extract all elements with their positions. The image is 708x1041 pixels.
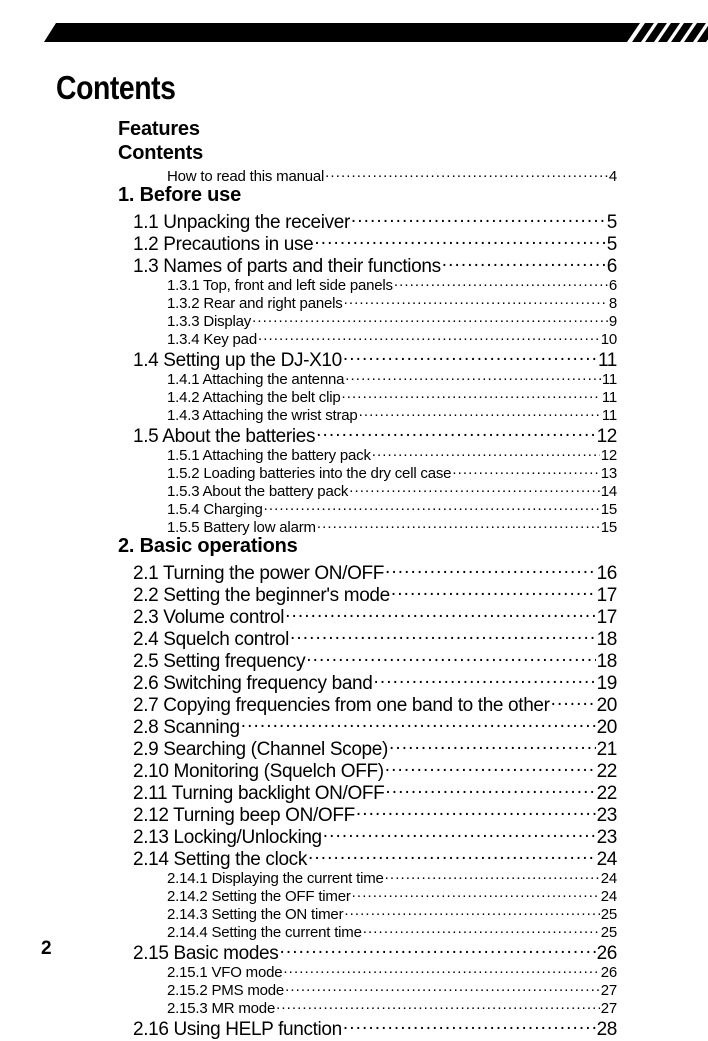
toc-dot-leader: [352, 886, 600, 901]
toc-dot-leader: [252, 311, 608, 326]
toc-entry[interactable]: [0, 184, 708, 209]
toc-entry-label: 2.14.4 Setting the current time: [167, 924, 362, 941]
toc-dot-leader: [349, 481, 600, 496]
toc-entry-page-number: 10: [600, 331, 617, 348]
toc-entry[interactable]: [0, 962, 708, 980]
toc-entry-page-number: 22: [596, 761, 617, 782]
toc-entry-label: 1.3 Names of parts and their functions: [133, 256, 441, 277]
toc-entry[interactable]: [0, 922, 708, 940]
toc-entry-page-number: 6: [606, 256, 617, 277]
toc-entry-label: 1.5.3 About the battery pack: [167, 483, 349, 500]
toc-entry-label: 1.4 Setting up the DJ-X10: [133, 350, 342, 371]
toc-entry[interactable]: [0, 118, 708, 142]
toc-entry-page-number: 28: [596, 1019, 617, 1040]
toc-entry-label: 2.14.3 Setting the ON timer: [167, 906, 344, 923]
toc-entry[interactable]: [0, 714, 708, 736]
toc-entry-page-number: 13: [600, 465, 617, 482]
toc-entry-page-number: 24: [596, 849, 617, 870]
toc-entry-page-number: 21: [596, 739, 617, 760]
toc-entry-page-number: 11: [597, 350, 617, 371]
toc-dot-leader: [290, 626, 596, 645]
toc-dot-leader: [342, 387, 601, 402]
toc-entry-page-number: 25: [600, 906, 617, 923]
toc-entry-label: 2.10 Monitoring (Squelch OFF): [133, 761, 384, 782]
toc-entry[interactable]: [0, 904, 708, 922]
toc-dot-leader: [356, 802, 596, 821]
toc-entry-page-number: 24: [600, 888, 617, 905]
toc-entry-label: 2.14 Setting the clock: [133, 849, 307, 870]
toc-dot-leader: [276, 998, 600, 1013]
toc-entry-label: 1.5.2 Loading batteries into the dry cell case: [167, 465, 452, 482]
toc-entry-page-number: 14: [600, 483, 617, 500]
toc-dot-leader: [285, 980, 600, 995]
toc-entry-label: 2.6 Switching frequency band: [133, 673, 373, 694]
toc-entry-label: Contents: [118, 142, 204, 164]
toc-dot-leader: [385, 758, 596, 777]
toc-entry-page-number: 27: [600, 1000, 617, 1017]
toc-entry-label: 2.8 Scanning: [133, 717, 240, 738]
toc-dot-leader: [241, 714, 596, 733]
toc-entry-label: 1.4.2 Attaching the belt clip: [167, 389, 341, 406]
toc-entry-page-number: 22: [596, 783, 617, 804]
toc-entry[interactable]: [0, 604, 708, 626]
toc-entry-label: How to read this manual: [167, 168, 325, 185]
toc-dot-leader: [283, 962, 599, 977]
toc-entry[interactable]: [0, 275, 708, 293]
toc-entry-page-number: 18: [596, 629, 617, 650]
toc-entry-page-number: 25: [600, 924, 617, 941]
toc-dot-leader: [344, 904, 599, 919]
toc-entry[interactable]: [0, 758, 708, 780]
toc-dot-leader: [343, 347, 597, 366]
toc-dot-leader: [363, 922, 600, 937]
toc-entry-page-number: 5: [606, 234, 617, 255]
toc-entry-label: 2.16 Using HELP function: [133, 1019, 342, 1040]
toc-entry[interactable]: [0, 1016, 708, 1038]
toc-entry[interactable]: [0, 670, 708, 692]
header-slash-group: [632, 23, 708, 42]
toc-entry[interactable]: [0, 692, 708, 714]
toc-entry[interactable]: [0, 405, 708, 423]
toc-entry[interactable]: [0, 582, 708, 604]
toc-dot-leader: [316, 423, 595, 442]
toc-entry[interactable]: [0, 463, 708, 481]
toc-entry-label: 2.5 Setting frequency: [133, 651, 306, 672]
toc-entry-page-number: 15: [600, 519, 617, 536]
page-number-folio: 2: [41, 938, 52, 959]
toc-entry[interactable]: [0, 423, 708, 445]
toc-entry-label: 2.12 Turning beep ON/OFF: [133, 805, 355, 826]
toc-entry[interactable]: [0, 481, 708, 499]
toc-dot-leader: [344, 293, 608, 308]
toc-dot-leader: [389, 736, 596, 755]
toc-entry[interactable]: [0, 980, 708, 998]
table-of-contents: [0, 118, 708, 1038]
toc-entry[interactable]: [0, 626, 708, 648]
toc-entry-label: 1. Before use: [118, 184, 242, 206]
header-bar-svg: [0, 20, 708, 56]
toc-entry[interactable]: [0, 998, 708, 1016]
toc-entry[interactable]: [0, 329, 708, 347]
toc-entry-page-number: 19: [596, 673, 617, 694]
page-title: Contents: [56, 69, 176, 106]
toc-entry[interactable]: [0, 253, 708, 275]
toc-entry-page-number: 11: [601, 371, 617, 388]
toc-entry-label: 2.3 Volume control: [133, 607, 285, 628]
toc-entry-label: 1.3.3 Display: [167, 313, 252, 330]
toc-entry-label: 1.4.3 Attaching the wrist strap: [167, 407, 358, 424]
toc-entry-page-number: 24: [600, 870, 617, 887]
toc-entry-page-number: 26: [596, 943, 617, 964]
toc-entry-label: 2.15 Basic modes: [133, 943, 279, 964]
toc-dot-leader: [279, 940, 595, 959]
toc-entry[interactable]: [0, 940, 708, 962]
toc-dot-leader: [317, 517, 600, 532]
toc-dot-leader: [258, 329, 600, 344]
toc-entry-page-number: 18: [596, 651, 617, 672]
toc-entry[interactable]: [0, 846, 708, 868]
toc-entry[interactable]: [0, 802, 708, 824]
toc-dot-leader: [359, 405, 601, 420]
toc-entry-page-number: 20: [596, 695, 617, 716]
toc-entry-label: 2.7 Copying frequencies from one band to the other: [133, 695, 550, 716]
toc-entry-label: 2.14.1 Displaying the current time: [167, 870, 384, 887]
toc-entry[interactable]: [0, 535, 708, 560]
toc-entry-page-number: 8: [608, 295, 617, 312]
toc-dot-leader: [385, 868, 600, 883]
toc-entry[interactable]: [0, 868, 708, 886]
header-black-bar: [44, 23, 640, 42]
toc-dot-leader: [323, 824, 596, 843]
toc-entry-label: 1.1 Unpacking the receiver: [133, 212, 350, 233]
toc-entry[interactable]: [0, 648, 708, 670]
toc-dot-leader: [308, 846, 596, 865]
toc-entry-page-number: 12: [600, 447, 617, 464]
toc-entry-label: 2.15.2 PMS mode: [167, 982, 285, 999]
toc-entry-page-number: 15: [600, 501, 617, 518]
toc-entry[interactable]: [0, 517, 708, 535]
toc-dot-leader: [385, 780, 595, 799]
toc-entry-page-number: 5: [606, 212, 617, 233]
toc-entry[interactable]: [0, 886, 708, 904]
toc-entry[interactable]: [0, 166, 708, 184]
toc-entry-label: 1.5 About the batteries: [133, 426, 316, 447]
toc-dot-leader: [442, 253, 606, 272]
toc-entry-label: 2.14.2 Setting the OFF timer: [167, 888, 351, 905]
toc-dot-leader: [285, 604, 595, 623]
toc-entry-page-number: 11: [601, 389, 617, 406]
toc-entry-page-number: 4: [608, 168, 617, 185]
toc-entry[interactable]: [0, 209, 708, 231]
toc-entry-label: 2.9 Searching (Channel Scope): [133, 739, 388, 760]
toc-entry-page-number: 16: [596, 563, 617, 584]
toc-entry-label: 2.2 Setting the beginner's mode: [133, 585, 390, 606]
toc-entry-label: 2.11 Turning backlight ON/OFF: [133, 783, 385, 804]
toc-entry-label: Features: [118, 118, 200, 140]
toc-entry[interactable]: [0, 499, 708, 517]
toc-entry[interactable]: [0, 824, 708, 846]
toc-entry-page-number: 6: [608, 277, 617, 294]
toc-entry[interactable]: [0, 445, 708, 463]
header-decoration: [0, 20, 708, 56]
toc-entry-page-number: 11: [601, 407, 617, 424]
toc-entry-page-number: 17: [596, 585, 617, 606]
toc-entry[interactable]: [0, 293, 708, 311]
toc-dot-leader: [551, 692, 596, 711]
toc-entry[interactable]: [0, 142, 708, 166]
toc-dot-leader: [391, 582, 596, 601]
toc-entry[interactable]: [0, 736, 708, 758]
toc-entry[interactable]: [0, 311, 708, 329]
toc-dot-leader: [373, 670, 595, 689]
toc-entry-page-number: 17: [596, 607, 617, 628]
toc-entry-label: 1.3.1 Top, front and left side panels: [167, 277, 393, 294]
toc-dot-leader: [325, 166, 608, 181]
toc-entry-page-number: 20: [596, 717, 617, 738]
toc-entry-label: 1.3.2 Rear and right panels: [167, 295, 343, 312]
toc-entry-label: 2. Basic operations: [118, 535, 298, 557]
toc-entry-label: 2.15.3 MR mode: [167, 1000, 276, 1017]
toc-dot-leader: [314, 231, 605, 250]
toc-entry-label: 1.5.4 Charging: [167, 501, 263, 518]
toc-dot-leader: [385, 560, 596, 579]
toc-entry-label: 1.5.1 Attaching the battery pack: [167, 447, 371, 464]
toc-entry-label: 2.1 Turning the power ON/OFF: [133, 563, 385, 584]
toc-entry-page-number: 23: [596, 805, 617, 826]
toc-entry-page-number: 23: [596, 827, 617, 848]
toc-entry-label: 1.2 Precautions in use: [133, 234, 314, 255]
toc-entry-page-number: 26: [600, 964, 617, 981]
toc-dot-leader: [452, 463, 599, 478]
toc-entry[interactable]: [0, 369, 708, 387]
toc-entry[interactable]: [0, 387, 708, 405]
toc-dot-leader: [394, 275, 608, 290]
toc-dot-leader: [306, 648, 595, 667]
toc-entry[interactable]: [0, 231, 708, 253]
toc-entry-page-number: 9: [608, 313, 617, 330]
toc-entry-label: 1.4.1 Attaching the antenna: [167, 371, 345, 388]
toc-entry-page-number: 12: [596, 426, 617, 447]
toc-dot-leader: [264, 499, 600, 514]
toc-entry-label: 2.4 Squelch control: [133, 629, 290, 650]
toc-entry[interactable]: [0, 560, 708, 582]
toc-dot-leader: [343, 1016, 596, 1035]
toc-dot-leader: [345, 369, 601, 384]
toc-entry-label: 1.5.5 Battery low alarm: [167, 519, 316, 536]
toc-entry[interactable]: [0, 347, 708, 369]
toc-entry-label: 2.13 Locking/Unlocking: [133, 827, 322, 848]
toc-dot-leader: [351, 209, 606, 228]
toc-entry-label: 2.15.1 VFO mode: [167, 964, 283, 981]
toc-entry-page-number: 27: [600, 982, 617, 999]
toc-dot-leader: [372, 445, 600, 460]
toc-entry[interactable]: [0, 780, 708, 802]
toc-entry-label: 1.3.4 Key pad: [167, 331, 257, 348]
